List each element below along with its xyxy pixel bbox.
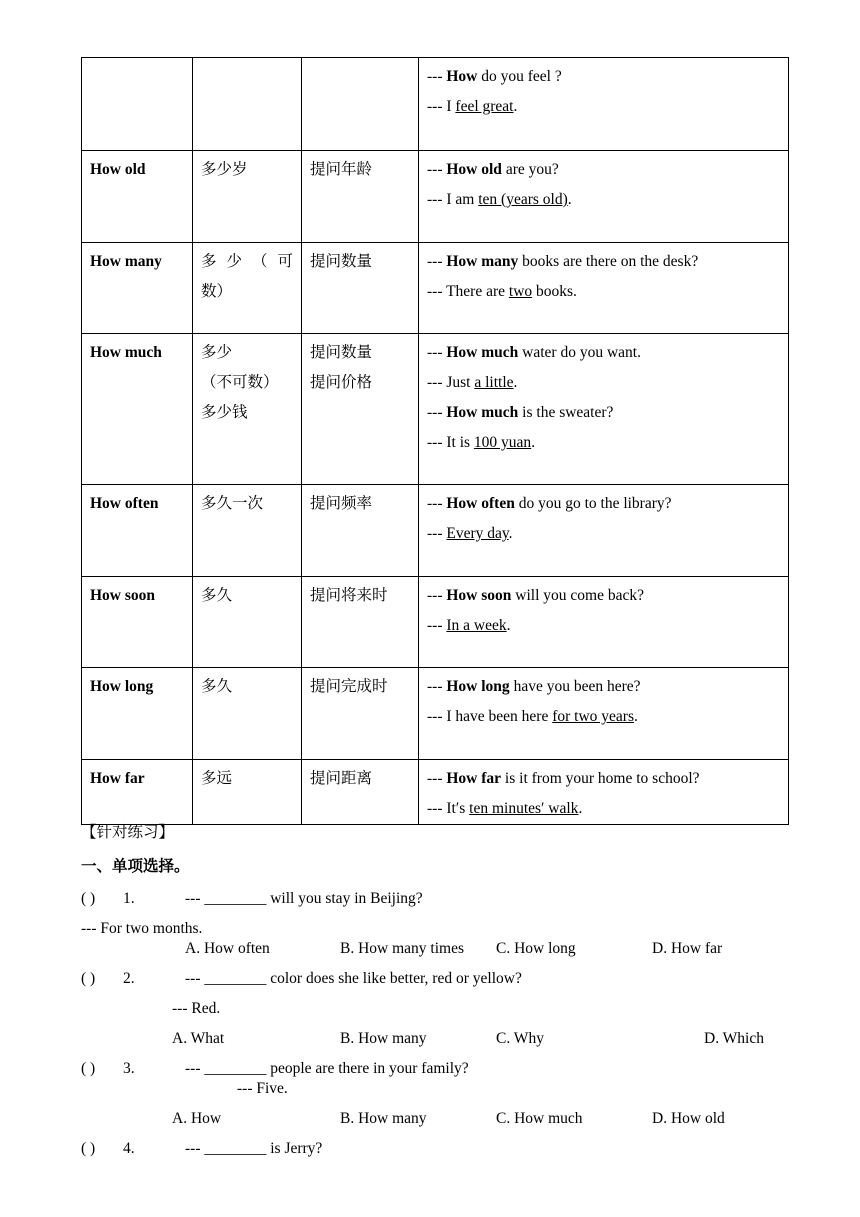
answer-bracket[interactable]: ( ) xyxy=(81,1060,96,1077)
question-number: 1. xyxy=(123,890,135,907)
example-question: --- How much water do you want. xyxy=(427,344,641,361)
meaning-cell xyxy=(193,334,302,485)
question-reply: --- Red. xyxy=(172,1000,221,1017)
meaning-line: 多 少 （ 可 xyxy=(201,253,293,270)
option-c[interactable]: C. How long xyxy=(496,940,576,957)
usage-line: 提问价格 xyxy=(310,374,373,391)
example-answer: --- I am ten (years old). xyxy=(427,191,572,208)
option-d[interactable]: D. How far xyxy=(652,940,723,957)
example-cell xyxy=(419,668,789,760)
example-question: --- How much is the sweater? xyxy=(427,404,614,421)
example-question: --- How long have you been here? xyxy=(427,678,641,695)
option-b[interactable]: B. How many times xyxy=(340,940,464,957)
option-a[interactable]: A. How xyxy=(172,1110,222,1127)
option-d[interactable]: D. Which xyxy=(704,1030,764,1047)
example-answer: --- It is 100 yuan. xyxy=(427,434,536,451)
example-answer: --- I feel great. xyxy=(427,98,518,115)
meaning-cell xyxy=(193,243,302,334)
table-row xyxy=(82,668,789,760)
example-question: --- How do you feel ? xyxy=(427,68,562,85)
example-answer: --- I have been here for two years. xyxy=(427,708,638,725)
example-cell xyxy=(419,58,789,151)
example-cell xyxy=(419,243,789,334)
option-c[interactable]: C. How much xyxy=(496,1110,583,1127)
question-stem: --- ________ will you stay in Beijing? xyxy=(185,890,423,907)
example-answer: --- It′s ten minutes′ walk. xyxy=(427,800,583,817)
answer-bracket[interactable]: ( ) xyxy=(81,890,96,907)
example-question: --- How often do you go to the library? xyxy=(427,495,672,512)
meaning-cell xyxy=(193,58,302,151)
meaning-cell: 多少岁 xyxy=(193,151,302,243)
question-stem: --- ________ color does she like better, red or yellow? xyxy=(185,970,522,987)
question-reply: --- For two months. xyxy=(81,920,203,937)
word-cell: How soon xyxy=(82,577,193,668)
usage-cell: 提问距离 xyxy=(302,760,419,825)
usage-line: 提问数量 xyxy=(310,344,373,361)
meaning-line: 数） xyxy=(201,283,233,300)
example-answer: --- Every day. xyxy=(427,525,513,542)
question-number: 2. xyxy=(123,970,135,987)
section-title: 一、单项选择。 xyxy=(81,858,190,875)
option-a[interactable]: A. What xyxy=(172,1030,225,1047)
question-reply: --- Five. xyxy=(237,1080,288,1097)
word-cell: How old xyxy=(82,151,193,243)
word-cell: How long xyxy=(82,668,193,760)
option-a[interactable]: A. How often xyxy=(185,940,270,957)
meaning-cell: 多久一次 xyxy=(193,485,302,577)
example-cell xyxy=(419,577,789,668)
option-b[interactable]: B. How many xyxy=(340,1030,427,1047)
option-c[interactable]: C. Why xyxy=(496,1030,544,1047)
word-cell: How often xyxy=(82,485,193,577)
option-b[interactable]: B. How many xyxy=(340,1110,427,1127)
example-answer: --- In a week. xyxy=(427,617,511,634)
table-row xyxy=(82,577,789,668)
example-answer: --- There are two books. xyxy=(427,283,577,300)
practice-heading: 【针对练习】 xyxy=(81,824,175,841)
usage-cell: 提问数量 xyxy=(302,243,419,334)
meaning-line: 多少钱 xyxy=(201,404,248,421)
question-number: 4. xyxy=(123,1140,135,1157)
grammar-table xyxy=(81,57,789,825)
usage-cell: 提问将来时 xyxy=(302,577,419,668)
word-cell: How far xyxy=(82,760,193,825)
usage-cell: 提问完成时 xyxy=(302,668,419,760)
question-number: 3. xyxy=(123,1060,135,1077)
example-cell xyxy=(419,334,789,485)
example-question: --- How old are you? xyxy=(427,161,559,178)
example-answer: --- Just a little. xyxy=(427,374,518,391)
usage-cell: 提问频率 xyxy=(302,485,419,577)
example-question: --- How many books are there on the desk? xyxy=(427,253,699,270)
answer-bracket[interactable]: ( ) xyxy=(81,1140,96,1157)
table-row xyxy=(82,760,789,825)
table-row xyxy=(82,58,789,151)
example-cell xyxy=(419,485,789,577)
usage-cell xyxy=(302,334,419,485)
example-question: --- How far is it from your home to school? xyxy=(427,770,700,787)
meaning-cell: 多远 xyxy=(193,760,302,825)
example-cell xyxy=(419,760,789,825)
question-stem: --- ________ is Jerry? xyxy=(185,1140,323,1157)
table-row xyxy=(82,151,789,243)
word-cell: How much xyxy=(82,334,193,485)
meaning-cell: 多久 xyxy=(193,668,302,760)
meaning-line: 多少 xyxy=(201,344,233,361)
answer-bracket[interactable]: ( ) xyxy=(81,970,96,987)
table-row xyxy=(82,243,789,334)
question-stem: --- ________ people are there in your family? xyxy=(185,1060,469,1077)
table-row xyxy=(82,485,789,577)
meaning-line: （不可数） xyxy=(201,374,279,391)
word-cell: How many xyxy=(82,243,193,334)
usage-cell xyxy=(302,58,419,151)
word-cell xyxy=(82,58,193,151)
example-question: --- How soon will you come back? xyxy=(427,587,644,604)
example-cell xyxy=(419,151,789,243)
meaning-cell: 多久 xyxy=(193,577,302,668)
option-d[interactable]: D. How old xyxy=(652,1110,725,1127)
usage-cell: 提问年龄 xyxy=(302,151,419,243)
table-row xyxy=(82,334,789,485)
